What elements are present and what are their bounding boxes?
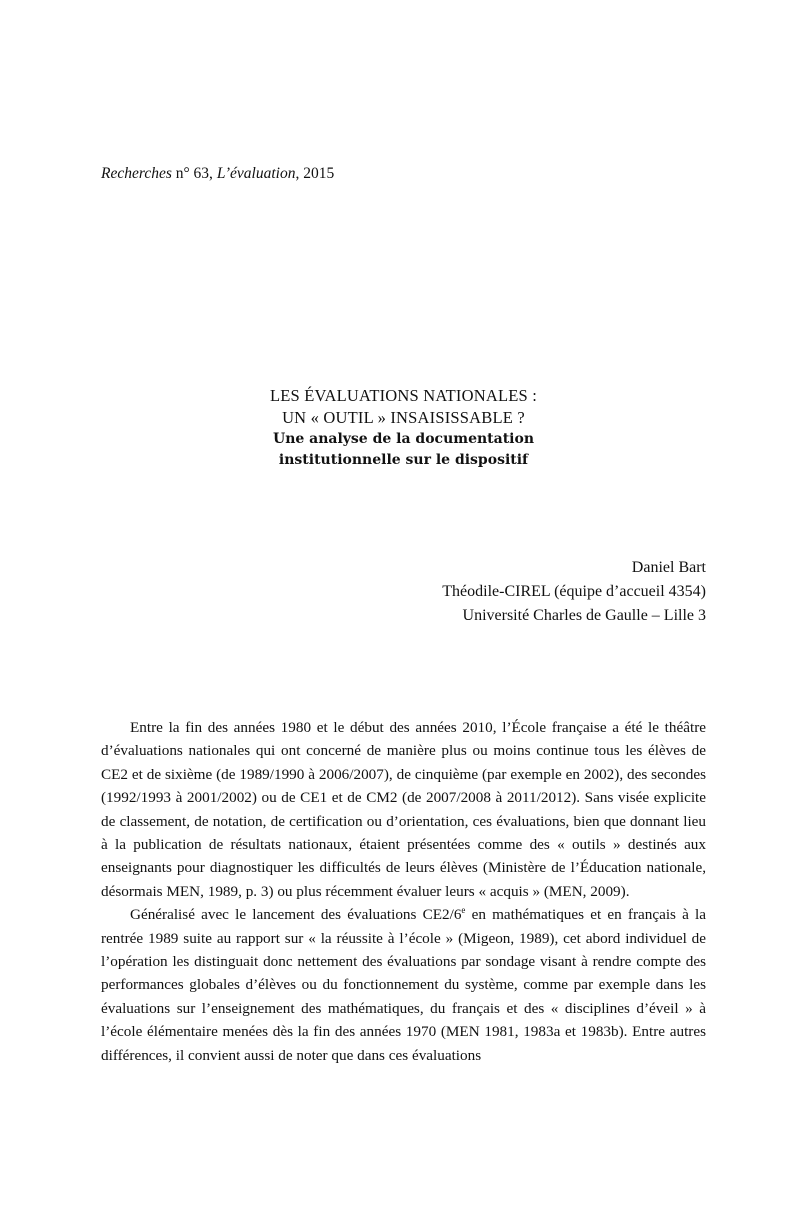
author-block — [442, 556, 706, 628]
issue-year: , 2015 — [295, 165, 335, 182]
article-title-line-2: UN « OUTIL » INSAISISSABLE ? — [282, 408, 525, 427]
issue-number: n° 63, — [171, 165, 217, 182]
superscript-e: e — [461, 905, 466, 916]
issue-theme: L’évaluation — [216, 165, 296, 182]
author-affiliation-university: Université Charles de Gaulle – Lille 3 — [462, 607, 706, 624]
article-subtitle-line-2: institutionnelle sur le dispositif — [278, 452, 529, 468]
body-paragraph-2 — [101, 903, 706, 1067]
paragraph-2-rest: en mathématiques et en français à la rentrée 1989 suite au rapport sur « la réussite à l’école » (Migeon, 1989), cet abord individuel de l’opération les distinguait donc nettement des évaluations par sondage visant à rendre compte des performances globales d’élèves ou du fonctionnement du système, comme par exemple dans les évaluations sur l’enseignement des mathématiques, du français et des « disciplines d’éveil » à l’école élémentaire menées dès la fin des années 1970 (MEN 1981, 1983a et 1983b). Entre autres différences, il convient aussi de noter que dans ces évaluations — [101, 906, 707, 1064]
paragraph-2-start: Généralisé avec le lancement des évaluations CE2/6 — [130, 906, 462, 924]
article-body — [101, 716, 706, 1067]
article-title-block — [101, 385, 706, 471]
article-title-line-1: LES ÉVALUATIONS NATIONALES : — [270, 386, 537, 405]
author-name: Daniel Bart — [631, 559, 706, 576]
author-affiliation-lab: Théodile-CIREL (équipe d’accueil 4354) — [442, 583, 706, 600]
running-header — [101, 164, 334, 184]
body-paragraph-1: Entre la fin des années 1980 et le début des années 2010, l’École française a été le théâtre d’évaluations nationales qui ont concerné de manière plus ou moins continue tous les élèves de CE2 et de sixième (de 1989/1990 à 2006/2007), de cinquième (par exemple en 2002), des secondes (1992/1993 à 2001/2002) ou de CE1 et de CM2 (de 2007/2008 à 2011/2012). Sans visée explicite de classement, de notation, de certification ou d’orientation, ces évaluations, bien que donnant lieu à la publication de résultats nationaux, étaient présentées comme des « outils » destinés aux enseignants pour diagnostiquer les difficultés de leurs élèves (Ministère de l’Éducation nationale, désormais MEN, 1989, p. 3) ou plus récemment évaluer leurs « acquis » (MEN, 2009). — [101, 719, 706, 900]
journal-name: Recherches — [101, 165, 172, 182]
article-subtitle-line-1: Une analyse de la documentation — [272, 431, 534, 447]
